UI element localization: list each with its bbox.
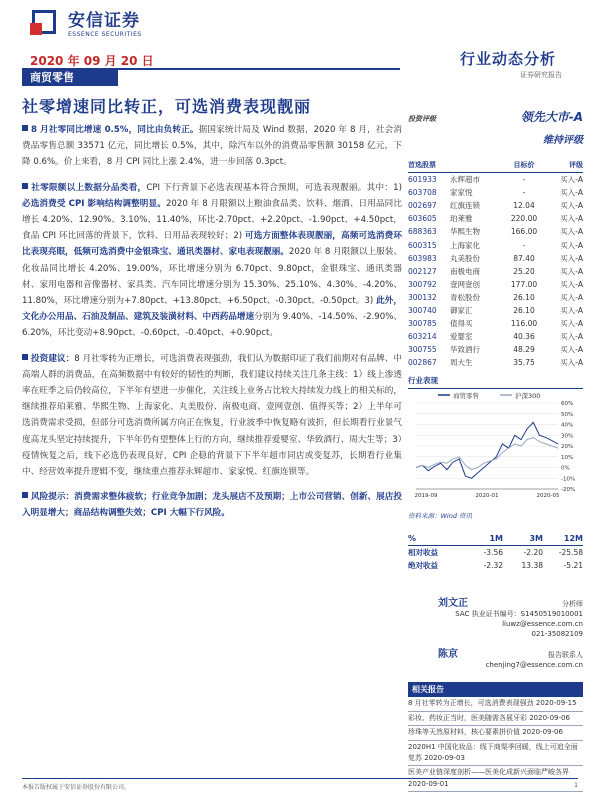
stock-price: -: [522, 240, 526, 250]
stock-price: 25.20: [513, 266, 535, 276]
stock-price: 166.00: [510, 227, 538, 237]
perf-header-12m: 12M: [563, 534, 583, 544]
perf-value: -2.20: [523, 548, 543, 558]
stock-price: 48.29: [513, 345, 535, 355]
y-tick-label: -10%: [561, 476, 576, 483]
paragraph-3: [22, 351, 402, 481]
stock-table-header: [408, 160, 583, 173]
analyst-phone: 021-35082109: [531, 630, 583, 639]
paragraph-1: [22, 122, 402, 171]
y-tick-label: 30%: [561, 433, 574, 440]
page-number: 1: [574, 782, 578, 789]
stock-row: [408, 199, 583, 212]
footer-text: 本报告版权属于安信证券股份有限公司。: [22, 784, 131, 791]
stock-price: -: [522, 188, 526, 198]
stock-code: 300740: [408, 305, 437, 315]
legend-label: 沪深300: [515, 392, 541, 401]
stock-table: [408, 173, 583, 369]
stock-code: 600315: [408, 240, 437, 250]
stock-code: 603983: [408, 253, 437, 263]
stock-code: 002867: [408, 358, 437, 368]
related-report-link[interactable]: 珍珠等天然原材料，核心要素拼价值 2020-09-06: [408, 726, 583, 740]
stock-rating: 买入-A: [560, 292, 583, 302]
stock-price: 116.00: [510, 319, 538, 329]
chart-source: 资料来源：Wind 资讯: [408, 512, 473, 521]
perf-label: 绝对收益: [408, 561, 438, 571]
stock-rating: 买入-A: [560, 358, 583, 368]
perf-header-3m: 3M: [529, 534, 543, 544]
stock-name: 丸美股份: [450, 253, 480, 263]
stock-code: 603708: [408, 188, 437, 198]
bullet-icon: [22, 354, 28, 360]
bullet-icon: [22, 492, 28, 498]
stock-price: 26.10: [513, 305, 535, 315]
contact-role: 报告联系人: [548, 651, 583, 660]
stock-row: [408, 278, 583, 291]
perf-value: -5.21: [563, 561, 583, 571]
stock-price: 220.00: [510, 214, 538, 224]
stock-name: 红旗连锁: [450, 201, 480, 211]
stock-rating: 买入-A: [560, 279, 583, 289]
risk-text: 风险提示：消费需求整体疲软；行业竞争加剧；龙头展店不及预期；上市公司营销、创新、展店投入明显增大；商品结构调整失效；CPI 大幅下行风险。: [22, 492, 402, 519]
chart-svg: [408, 389, 583, 509]
stock-name: 永辉超市: [450, 175, 480, 185]
perf-value: -2.32: [483, 561, 503, 571]
rating-value: 领先大市-A: [520, 110, 583, 124]
chart-title: 行业表现: [408, 375, 583, 389]
paragraph-4: [22, 489, 402, 521]
stock-row: [408, 225, 583, 238]
stock-price: 87.40: [513, 253, 535, 263]
report-type: 行业动态分析: [460, 50, 557, 68]
stock-code: 300755: [408, 345, 437, 355]
analyst-role: 分析师: [562, 600, 583, 609]
stock-price: 35.75: [513, 358, 535, 368]
stock-row: [408, 304, 583, 317]
analyst-email[interactable]: liuwz@essence.com.cn: [502, 620, 583, 629]
perf-table-header: [408, 534, 583, 546]
stock-row: [408, 291, 583, 304]
industry-chart: [408, 389, 583, 509]
stock-row: [408, 265, 583, 278]
stock-rating: 买入-A: [560, 253, 583, 263]
logo-en: ESSENCE SECURITIES: [68, 31, 142, 38]
report-date: 2020 年 09 月 20 日: [30, 54, 154, 68]
analyst-cert: SAC 执业证书编号：S1450519010001: [455, 610, 583, 619]
main-body: [22, 122, 402, 531]
footer-rule: [22, 778, 578, 779]
stock-name: 壹网壹创: [450, 279, 480, 289]
perf-label: 相对收益: [408, 548, 438, 558]
p2-bold-2: 必选消费受 CPI 影响结构调整明显。: [22, 198, 166, 209]
stock-row: [408, 317, 583, 330]
x-tick-label: 2020-01: [475, 493, 499, 500]
stock-code: 002127: [408, 266, 437, 276]
logo-cn: 安信证券: [68, 11, 140, 31]
stock-row: [408, 330, 583, 343]
stock-code: 603214: [408, 332, 437, 342]
stock-header-name: [450, 160, 498, 170]
stock-rating: 买入-A: [560, 332, 583, 342]
stock-name: 华熙生物: [450, 227, 480, 237]
sidebar: [408, 108, 583, 792]
p2-bold-4: 此外，文化办公用品、石油及制品、建筑及装潢材料、中西药品增速: [22, 296, 402, 323]
stock-price: 26.10: [513, 292, 535, 302]
category-tag: 商贸零售: [22, 70, 118, 86]
related-report-link[interactable]: 2020H1 中国化妆品：线下商渠季回暖，线上可追全面复苏 2020-09-03: [408, 741, 583, 767]
stock-code: 601933: [408, 175, 437, 185]
stock-name: 珀莱雅: [450, 214, 473, 224]
report-subtitle: 证券研究报告: [520, 71, 562, 79]
stock-name: 华致酒行: [450, 345, 480, 355]
stock-name: 家家悦: [450, 188, 473, 198]
p2-lead: 社零限额以上数据分品类看，: [31, 182, 147, 193]
stock-row: [408, 238, 583, 251]
stock-rating: 买入-A: [560, 266, 583, 276]
y-tick-label: 60%: [561, 401, 574, 408]
p3-text: 8 月社零转为正增长，可选消费表现强劲，我们认为数据印证了我们前期对有品牌、中高端人群的消费品，在高频数据中有较好的韧性的判断，我们建议持续关注几条主线：1）线上渗透率在旺季之后仍较高位，下半年有望进一步催化，关注线上业务占比较大持续发力线上的相关标的，继续推荐珀莱雅、华熙生物、上海家化、丸美股份、南极电商、壹网壹创、值得买等；2）上半年可选消费需求受损，但部分可选消费所属方向正在恢复，行业波季中恢复略有波折，但长期看行业景气度高龙头坚定持续提升，下半年仍有望整体上行的方向，继续推荐爱婴室、华致酒行、周大生等；3）疫情恢复之后，线下必选仍表现良好，CPI 企稳的背景下下半年超市同店或变复苏，长期看行业集中、经营效率提升逻辑不变，继续重点推荐永辉超市、家家悦、红旗连锁等。: [22, 353, 402, 478]
stock-header-code: 首选股票: [408, 161, 436, 169]
p3-lead: 投资建议：: [31, 353, 75, 364]
contact-email[interactable]: chenjing7@essence.com.cn: [485, 661, 583, 670]
x-tick-label: 2019-09: [414, 493, 438, 500]
stock-rating: 买入-A: [560, 201, 583, 211]
y-tick-label: 50%: [561, 412, 574, 419]
stock-price: 40.36: [513, 332, 535, 342]
series-line: [416, 423, 558, 479]
stock-code: 300792: [408, 279, 437, 289]
p2-text-4: 分别为 9.40%、-14.50%、-2.90%、6.20%，环比变动+8.90pct、-0.60pct、-0.40pct、+0.90pct。: [22, 312, 402, 339]
p2-text-2: 2020 年 8 月限额以上粮油食品类、饮料、烟酒、日用品同比增长 4.20%、12.90%、3.10%、11.40%，环比-2.70pct、+2.20pct、-1.90pct、+4.50pct，食品 CPI 环比回落的背景下，饮料、日用品表现较好；2): [22, 198, 402, 242]
p1-lead: 8 月社零同比增速 0.5%，同比由负转正。: [31, 125, 199, 135]
p1-text: 据国家统计局及 Wind 数据，2020 年 8 月，社会消费品零售总额 33571 亿元，同比增长 0.5%，其中，除汽车以外的消费品零售额 30158 亿元，下降 0.6%。价上来看，8 月 CPI 同比上涨 2.4%，进一步回落 0.3pct。: [22, 125, 402, 168]
perf-value: 13.38: [521, 561, 543, 571]
logo-mark-icon: [30, 7, 60, 37]
y-tick-label: -20%: [561, 487, 576, 494]
stock-code: 603605: [408, 214, 437, 224]
y-tick-label: 40%: [561, 422, 574, 429]
stock-rating: 买入-A: [560, 227, 583, 237]
y-tick-label: 20%: [561, 444, 574, 451]
stock-name: 南极电商: [450, 266, 480, 276]
perf-value: -3.56: [483, 548, 503, 558]
stock-code: 002697: [408, 201, 437, 211]
bullet-icon: [22, 125, 28, 131]
p2-bold-3: 可选方面整体表现靓丽，高频可选消费环比表现亮眼，低频可选消费中金银珠宝、通讯类器材、家电表现靓丽。: [22, 231, 402, 258]
perf-row: [408, 546, 583, 559]
stock-row: [408, 343, 583, 356]
stock-name: 值得买: [450, 319, 473, 329]
contact-name: 陈京: [438, 649, 458, 661]
related-report-link[interactable]: 8 月社零转为正增长，可选消费表现强劲 2020-09-15: [408, 697, 583, 711]
stock-price: 177.00: [510, 279, 538, 289]
bullet-icon: [22, 183, 28, 189]
stock-name: 爱婴室: [450, 332, 473, 342]
analyst-name: 刘文正: [438, 598, 468, 610]
stock-rating: 买入-A: [560, 305, 583, 315]
stock-row: [408, 186, 583, 199]
rating-label: 投资评级: [408, 115, 436, 123]
footer: [22, 782, 578, 791]
rating-action: 维持评级: [543, 135, 583, 146]
stock-name: 周大生: [450, 358, 473, 368]
stock-row: [408, 212, 583, 225]
y-tick-label: 10%: [561, 455, 574, 462]
related-report-link[interactable]: 彩妆、药妆正当时，医美随需各展牙彩 2020-09-06: [408, 712, 583, 726]
p2-text-1: CPI 下行背景下必选表现基本符合预期，可选表现靓丽。其中：1): [146, 182, 402, 193]
stock-rating: 买入-A: [560, 214, 583, 224]
stock-rating: 买入-A: [560, 319, 583, 329]
stock-rating: 买入-A: [560, 188, 583, 198]
perf-header-unit: %: [408, 534, 417, 544]
stock-code: 300132: [408, 292, 437, 302]
stock-name: 青松股份: [450, 292, 480, 302]
stock-rating: 买入-A: [560, 345, 583, 355]
stock-name: 上海家化: [450, 240, 480, 250]
stock-rating: 买入-A: [560, 175, 583, 185]
related-header: 相关报告: [408, 682, 583, 697]
stock-row: [408, 252, 583, 265]
y-tick-label: 0%: [561, 465, 570, 472]
legend-label: 商贸零售: [453, 392, 479, 401]
report-title: 社零增速同比转正，可选消费表现靓丽: [22, 97, 312, 116]
stock-code: 688363: [408, 227, 437, 237]
stock-code: 300785: [408, 319, 437, 329]
stock-header-rating: 评级: [569, 161, 583, 169]
p2-text-3: 2020 年 8 月限额以上服装、化妆品同比增长 4.20%、19.00%，环比增速分别为 6.70pct、9.80pct，金银珠宝、通讯类器材、家用电器和音像器材、家具类、汽车同比增速分别为 15.30%、25.10%、4.30%、-4.20%、11.80%，环比增速分别为+7.80pct、+13.80pct、+6.50pct、-0.30pct、-0.50pct。3): [22, 247, 402, 307]
stock-header-price: 目标价: [513, 161, 535, 169]
stock-price: 12.04: [513, 201, 535, 211]
stock-row: [408, 173, 583, 186]
company-logo: [30, 6, 142, 38]
related-report-link[interactable]: 医美产业链深度剖析——医美化成新兴面临严峻各界 2020-09-01: [408, 766, 583, 792]
x-tick-label: 2020-05: [536, 493, 560, 500]
paragraph-2: [22, 180, 402, 342]
stock-row: [408, 356, 583, 369]
analyst-block: [408, 594, 583, 670]
perf-row: [408, 559, 583, 572]
rating-row: [408, 108, 583, 125]
stock-price: -: [522, 175, 526, 185]
stock-name: 御家汇: [450, 305, 473, 315]
stock-rating: 买入-A: [560, 240, 583, 250]
perf-value: -25.58: [558, 548, 583, 558]
perf-header-1m: 1M: [489, 534, 503, 544]
